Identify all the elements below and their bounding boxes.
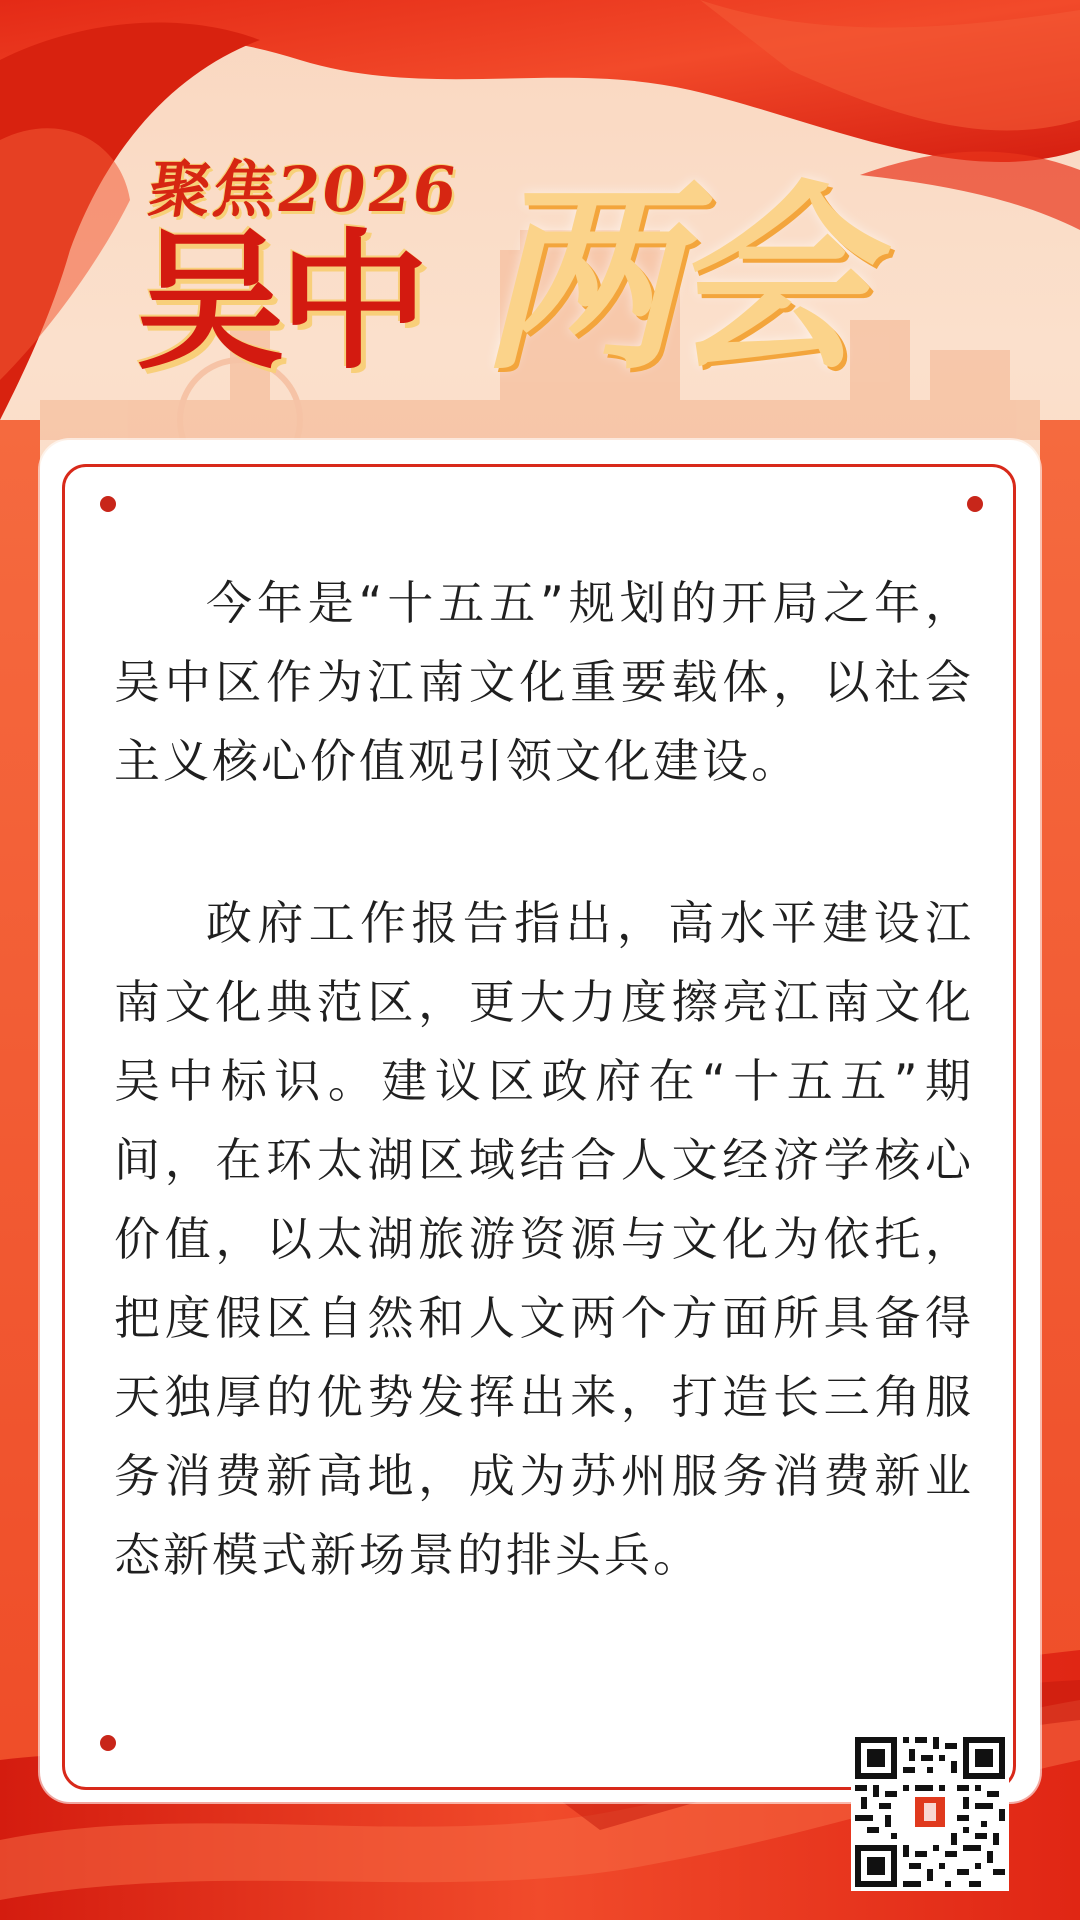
corner-dot-bottom-left [100, 1735, 116, 1751]
header-subtitle: 聚焦2026 [144, 153, 463, 226]
header-title-district: 吴中 [135, 216, 424, 390]
qr-code-icon[interactable] [851, 1733, 1009, 1891]
article-paragraph-2: 政府工作报告指出，高水平建设江南文化典范区，更大力度擦亮江南文化吴中标识。建议区政府在“十五五”期间，在环太湖区域结合人文经济学核心价值，以太湖旅游资源与文化为依托，把度假区自然和人文两个方面所具备得天独厚的优势发挥出来，打造长三角服务消费新高地，成为苏州服务消费新业态新模式新场景的排头兵。 [114, 896, 974, 1582]
corner-dot-top-right [967, 496, 983, 512]
article-paragraph-1: 今年是“十五五”规划的开局之年，吴中区作为江南文化重要载体，以社会主义核心价值观引领文化建设。 [114, 576, 974, 788]
corner-dot-top-left [100, 496, 116, 512]
header-title-script: 两会 [480, 162, 857, 397]
